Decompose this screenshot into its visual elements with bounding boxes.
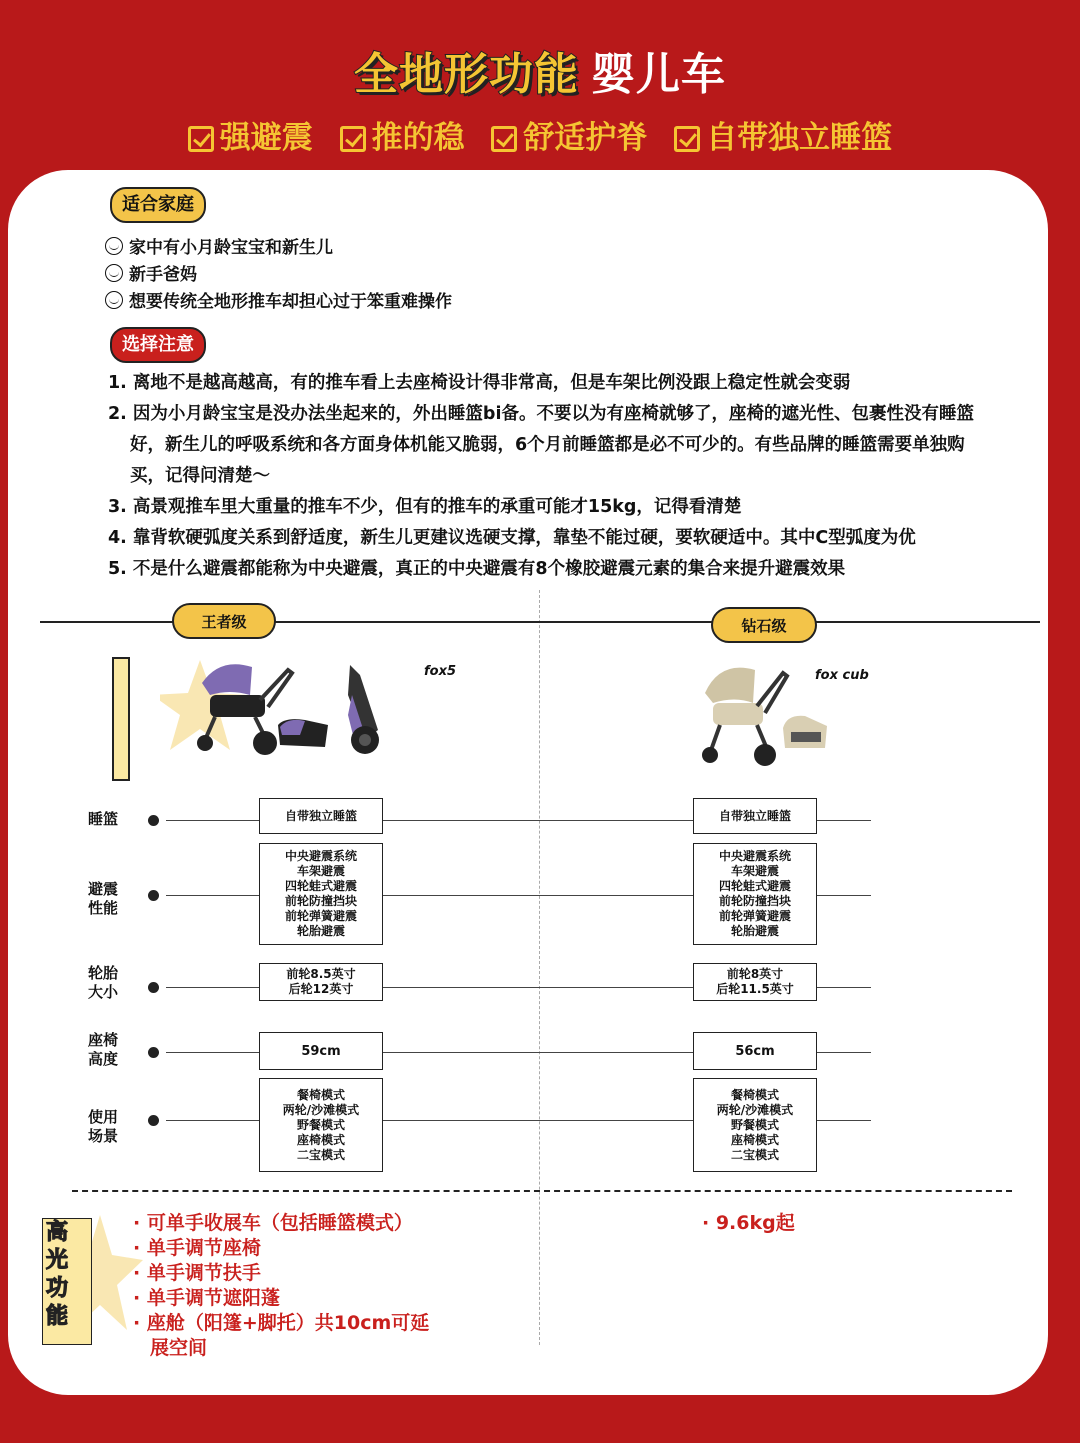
right-seat-height-box: 56cm xyxy=(693,1032,817,1070)
row-label-tire: 轮胎 大小 xyxy=(88,964,119,1001)
yellow-marker xyxy=(112,657,130,781)
row-label-seat-height: 座椅 高度 xyxy=(88,1031,119,1068)
highlight-list-right: · 9.6kg起 xyxy=(702,1212,795,1234)
right-scenarios-box: 餐椅模式 两轮/沙滩模式 野餐模式 座椅模式 二宝模式 xyxy=(693,1078,817,1172)
canopy xyxy=(705,668,755,703)
checkbox-icon xyxy=(674,126,700,152)
highlight-list-left: · 可单手收展车（包括睡篮模式） · 单手调节座椅 · 单手调节扶手 · 单手调节遮阳蓬 · 座舱（阳篷+脚托）共10cm可延 展空间 xyxy=(133,1212,430,1359)
highlight-label: 高光功能 xyxy=(45,1220,68,1329)
seat xyxy=(210,695,265,717)
family-label: 适合家庭 xyxy=(110,187,206,223)
seat xyxy=(713,703,763,725)
family-item: 家中有小月龄宝宝和新生儿 xyxy=(105,233,333,258)
right-suspension-box: 中央避震系统 车架避震 四轮蛙式避震 前轮防撞挡块 前轮弹簧避震 轮胎避震 xyxy=(693,843,817,945)
feature-item: 强避震 xyxy=(188,112,313,157)
center-divider xyxy=(539,590,540,1345)
family-item: 想要传统全地形推车却担心过于笨重难操作 xyxy=(105,287,452,312)
front-wheel xyxy=(702,747,718,763)
model-right: fox cub xyxy=(815,668,869,683)
canopy xyxy=(202,664,252,695)
left-scenarios-box: 餐椅模式 两轮/沙滩模式 野餐模式 座椅模式 二宝模式 xyxy=(259,1078,383,1172)
row-dot xyxy=(148,815,159,826)
note-item: 3. 高景观推车里大重量的推车不少，但有的推车的承重可能才15kg，记得看清楚 xyxy=(108,497,742,517)
smile-icon xyxy=(105,264,123,282)
notes-list xyxy=(108,368,988,585)
row-label-suspension: 避震 性能 xyxy=(88,880,119,917)
front-wheel xyxy=(197,735,213,751)
model-left: fox5 xyxy=(424,664,457,679)
title-highlight: 全地形功能 xyxy=(354,49,579,100)
row-label-scenarios: 使用 场景 xyxy=(88,1108,119,1145)
bassinet xyxy=(783,716,827,748)
tier-right: 钻石级 xyxy=(711,607,817,643)
note-item: 4. 靠背软硬弧度关系到舒适度，新生儿更建议选硬支撑，靠垫不能过硬，要软硬适中。其中C型弧度为优 xyxy=(108,528,916,548)
tier-left: 王者级 xyxy=(172,603,276,639)
row-dot xyxy=(148,1115,159,1126)
left-suspension-box: 中央避震系统 车架避震 四轮蛙式避震 前轮防撞挡块 前轮弹簧避震 轮胎避震 xyxy=(259,843,383,945)
rear-wheel xyxy=(253,731,277,755)
smile-icon xyxy=(105,237,123,255)
row-label-bassinet: 睡篮 xyxy=(88,810,119,828)
left-seat-height-box: 59cm xyxy=(259,1032,383,1070)
row-dot xyxy=(148,1047,159,1058)
title-rest: 婴儿车 xyxy=(591,49,726,100)
feature-item: 推的稳 xyxy=(340,112,465,157)
checkbox-icon xyxy=(491,126,517,152)
right-tire-box: 前轮8英寸 后轮11.5英寸 xyxy=(693,963,817,1001)
stroller-fox5-image xyxy=(160,655,420,765)
feature-item: 自带独立睡篮 xyxy=(674,112,892,157)
note-item: 1. 离地不是越高越高，有的推车看上去座椅设计得非常高，但是车架比例没跟上稳定性就会变弱 xyxy=(108,373,851,393)
rear-wheel xyxy=(754,744,776,766)
feature-list xyxy=(0,112,1080,157)
left-bassinet-box: 自带独立睡篮 xyxy=(259,798,383,834)
note-item: 2. 因为小月龄宝宝是没办法坐起来的，外出睡篮bi备。不要以为有座椅就够了，座椅的遮光性、包裹性没有睡篮好，新生儿的呼吸系统和各方面身体机能又脆弱，6个月前睡篮都是必不可少的。有些品牌的睡篮需要单独购买，记得问清楚～ xyxy=(108,404,974,486)
notes-label: 选择注意 xyxy=(110,327,206,363)
row-dot xyxy=(148,982,159,993)
note-item: 5. 不是什么避震都能称为中央避震，真正的中央避震有8个橡胶避震元素的集合来提升避震效果 xyxy=(108,559,846,579)
right-bassinet-box: 自带独立睡篮 xyxy=(693,798,817,834)
checkbox-icon xyxy=(188,126,214,152)
page-title xyxy=(0,38,1080,102)
feature-item: 舒适护脊 xyxy=(491,112,647,157)
smile-icon xyxy=(105,291,123,309)
left-tire-box: 前轮8.5英寸 后轮12英寸 xyxy=(259,963,383,1001)
highlight-divider xyxy=(72,1190,1012,1192)
family-item: 新手爸妈 xyxy=(105,260,197,285)
row-dot xyxy=(148,890,159,901)
checkbox-icon xyxy=(340,126,366,152)
